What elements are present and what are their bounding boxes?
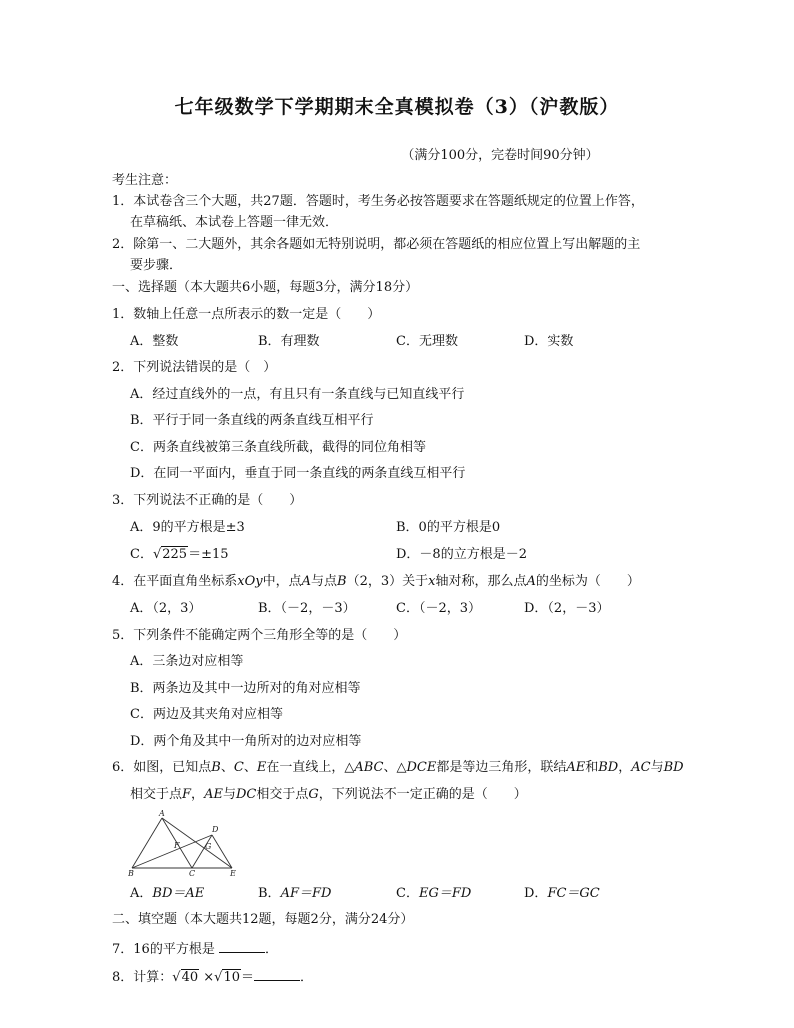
q5-option-c: C．两边及其夹角对应相等: [130, 707, 283, 722]
q2-option-c: C．两条直线被第三条直线所截，截得的同位角相等: [130, 440, 426, 455]
q2-option-b: B．平行于同一条直线的两条直线互相平行: [130, 413, 374, 428]
label-d: D: [212, 825, 219, 834]
q5-stem: 5．下列条件不能确定两个三角形全等的是（ ）: [112, 628, 407, 643]
q2-option-a: A．经过直线外的一点，有且只有一条直线与已知直线平行: [130, 387, 465, 402]
q2-option-d: D．在同一平面内，垂直于同一条直线的两条直线互相平行: [130, 466, 466, 481]
q6-stem-line-1: 6．如图，已知点B、C、E在一直线上，△ABC、△DCE都是等边三角形，联结AE和BD，AC与BD: [112, 760, 684, 775]
notice-item-1-line-1: 1．本试卷含三个大题，共27题．答题时，考生务必按答题要求在答题纸规定的位置上作答，: [112, 194, 644, 209]
label-f: F: [174, 841, 180, 850]
sqrt-symbol: √40: [172, 970, 199, 985]
sqrt-symbol: √10: [214, 970, 241, 985]
answer-blank: [219, 940, 265, 953]
notice-item-1-line-2: 在草稿纸、本试卷上答题一律无效．: [130, 215, 339, 230]
q4-stem: 4．在平面直角坐标系xOy中，点A与点B（2，3）关于x轴对称，那么点A的坐标为（ ）: [112, 574, 640, 589]
section-1-heading: 一、选择题（本大题共6小题，每题3分，满分18分）: [112, 280, 419, 295]
q4-option-b: B．（－2，－3）: [258, 601, 356, 616]
q5-option-a: A．三条边对应相等: [130, 654, 244, 669]
q3-option-c: C．√225＝±15: [130, 547, 229, 562]
line-bd: [132, 835, 212, 868]
q1-option-c: C．无理数: [396, 334, 458, 349]
q3-stem: 3．下列说法不正确的是（ ）: [112, 493, 303, 508]
q8-stem: 8．计算：√40 ×√10＝ ．: [112, 970, 314, 985]
q7-stem: 7．16的平方根是 ．: [112, 942, 278, 957]
label-g: G: [205, 842, 212, 851]
q6-option-a: A．BD＝AE: [130, 886, 205, 901]
notice-item-2-line-2: 要步骤．: [130, 258, 183, 273]
q6-option-d: D．FC＝GC: [524, 886, 600, 901]
q3-option-d: D．－8的立方根是－2: [396, 547, 527, 562]
sqrt-symbol: √225: [152, 547, 188, 562]
label-a: A: [159, 809, 165, 818]
notice-item-2-line-1: 2．除第一、二大题外，其余各题如无特别说明，都必须在答题纸的相应位置上写出解题的主: [112, 237, 641, 252]
q5-option-d: D．两个角及其中一角所对的边对应相等: [130, 734, 362, 749]
q6-option-c: C．EG＝FD: [396, 886, 472, 901]
q4-option-c: C．（－2，3）: [396, 601, 481, 616]
q1-option-b: B．有理数: [258, 334, 320, 349]
q6-option-b: B．AF＝FD: [258, 886, 332, 901]
page-title: 七年级数学下学期期末全真模拟卷（3）（沪教版）: [174, 96, 620, 118]
q4-option-a: A．（2，3）: [130, 601, 202, 616]
q3-option-b: B．0的平方根是0: [396, 520, 501, 535]
q5-option-b: B．两条边及其中一边所对的角对应相等: [130, 681, 361, 696]
line-de: [212, 835, 232, 868]
q6-stem-line-2: 相交于点F，AE与DC相交于点G，下列说法不一定正确的是（ ）: [130, 787, 527, 802]
q2-stem: 2．下列说法错误的是（ ）: [112, 360, 277, 375]
q1-stem: 1．数轴上任意一点所表示的数一定是（ ）: [112, 307, 381, 322]
page-subtitle: （满分100分，完卷时间90分钟）: [401, 148, 599, 163]
section-2-heading: 二、填空题（本大题共12题，每题2分，满分24分）: [112, 912, 414, 927]
q6-figure: [128, 808, 240, 876]
q3-option-a: A．9的平方根是±3: [130, 520, 245, 535]
q1-option-a: A．整数: [130, 334, 179, 349]
notice-heading: 考生注意：: [112, 173, 178, 188]
q4-option-d: D．（2，－3）: [524, 601, 610, 616]
label-e: E: [230, 869, 236, 876]
label-b: B: [128, 869, 134, 876]
answer-blank: [254, 968, 300, 981]
q1-option-d: D．实数: [524, 334, 574, 349]
label-c: C: [189, 869, 196, 876]
line-ab: [132, 818, 162, 868]
